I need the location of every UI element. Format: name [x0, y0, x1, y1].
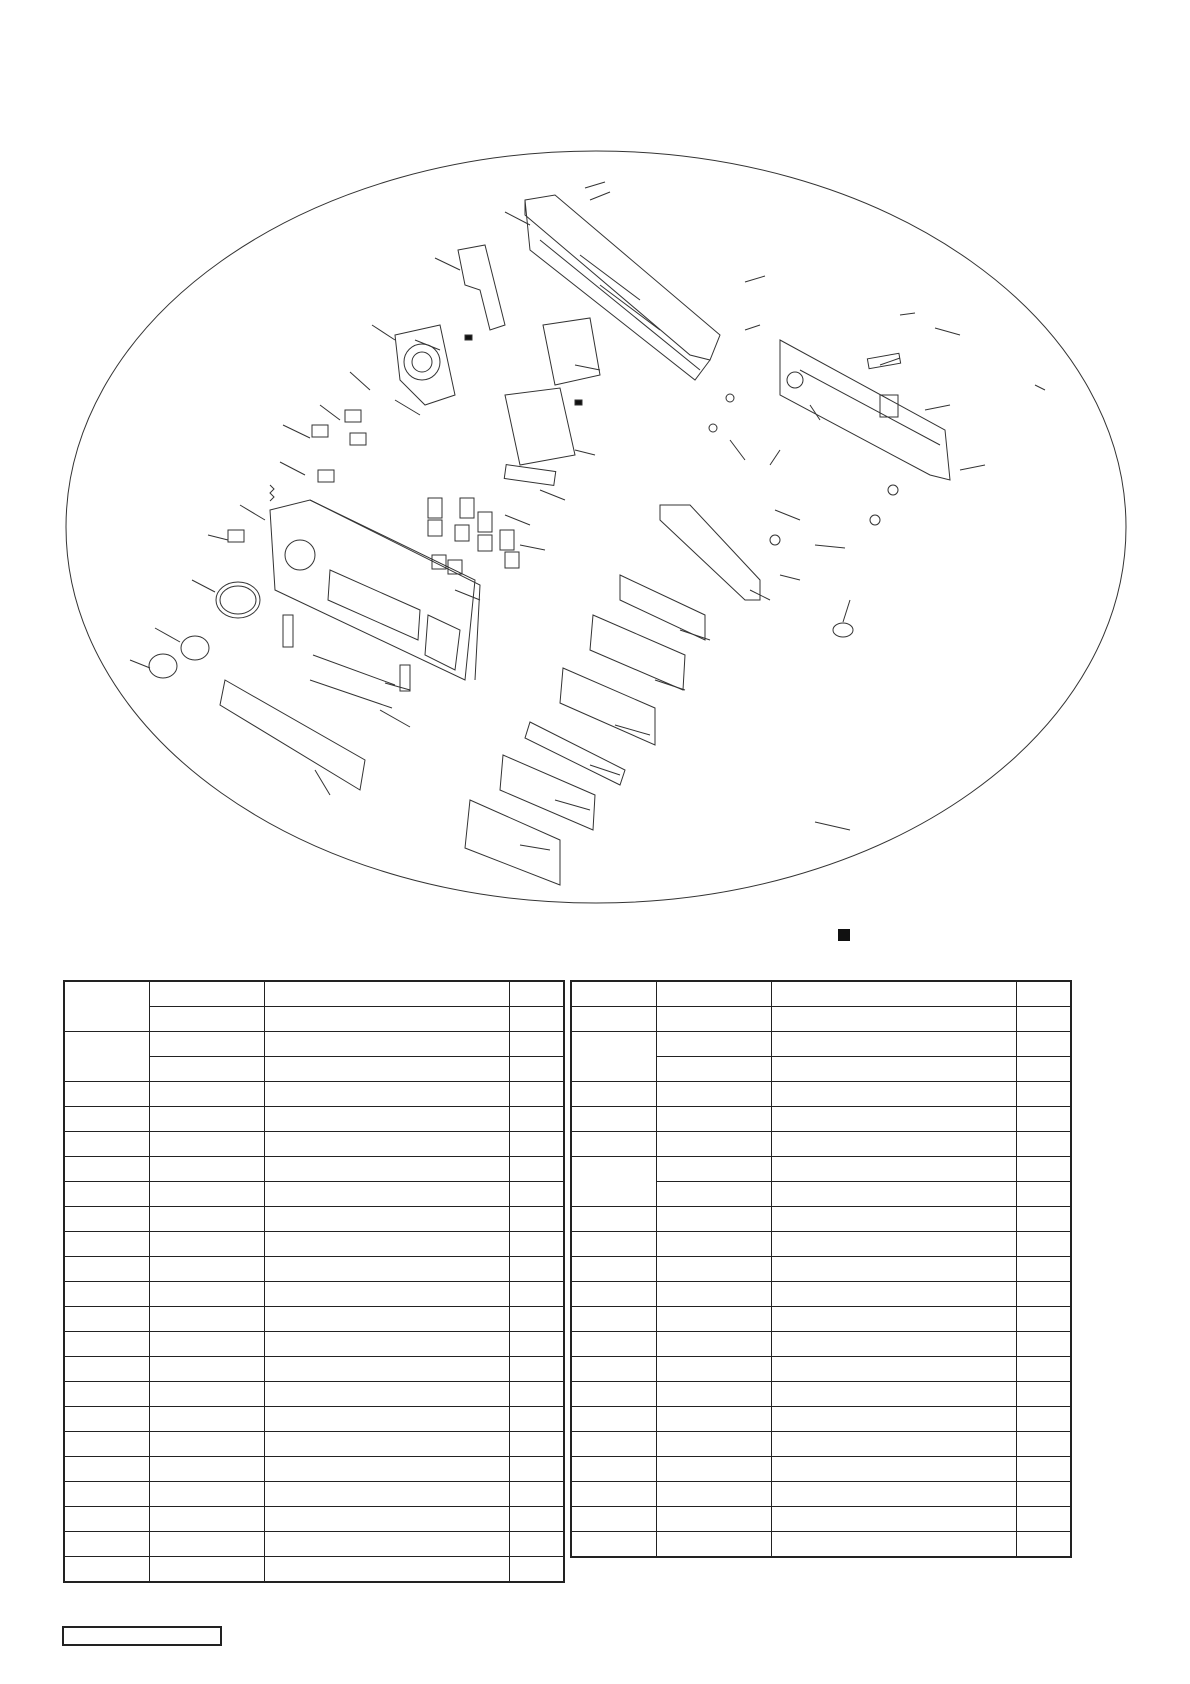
table-row — [571, 1207, 1071, 1232]
bracket-plate — [458, 245, 505, 330]
parts-list-right — [570, 980, 1072, 1558]
front-panel — [270, 500, 480, 680]
light-guide-1 — [313, 655, 395, 685]
lcd-backplate — [500, 755, 595, 830]
table-row — [571, 1157, 1071, 1182]
table-row — [64, 1232, 564, 1257]
lcd-holder — [560, 668, 655, 745]
marker-square-1 — [465, 335, 472, 340]
table-row — [64, 1132, 564, 1157]
table-row — [571, 1132, 1071, 1157]
table-row — [571, 1532, 1071, 1558]
knob-ring — [149, 654, 177, 678]
table-row — [64, 981, 564, 1007]
table-row — [64, 1082, 564, 1107]
table-row — [571, 1382, 1071, 1407]
rear-chassis-frame — [525, 195, 720, 380]
knob-holder-ring — [404, 344, 440, 380]
table-row — [571, 1107, 1071, 1132]
parts-list-left — [63, 980, 565, 1583]
table-row — [64, 1532, 564, 1557]
switch-board-small — [543, 318, 600, 385]
table-row — [64, 1257, 564, 1282]
small-part-a — [726, 394, 734, 402]
table-row — [64, 1507, 564, 1532]
small-part-d — [870, 515, 880, 525]
light-guide-2 — [310, 680, 392, 708]
table-row — [64, 1432, 564, 1457]
table-row — [571, 1332, 1071, 1357]
sub-panel — [220, 680, 365, 790]
label-strip — [504, 465, 555, 486]
table-row — [571, 1432, 1071, 1457]
small-part-e — [770, 535, 780, 545]
table-row — [64, 1307, 564, 1332]
knob-small — [181, 636, 209, 660]
table-row — [64, 1382, 564, 1407]
table-row — [571, 1457, 1071, 1482]
o-ring — [216, 582, 260, 618]
table-row — [64, 1182, 564, 1207]
lcd-glass — [620, 575, 705, 640]
table-row — [64, 1157, 564, 1182]
lcd-reflector — [525, 722, 625, 785]
lcd-bezel — [465, 800, 560, 885]
table-row — [64, 1407, 564, 1432]
spring — [270, 485, 274, 501]
switch-board-lower — [505, 388, 575, 465]
legend-square-marker — [838, 929, 850, 941]
table-row — [571, 1082, 1071, 1107]
small-part-f — [833, 623, 853, 637]
lcd-frame — [660, 505, 760, 600]
table-row — [571, 1232, 1071, 1257]
table-row — [571, 1507, 1071, 1532]
table-row — [64, 1107, 564, 1132]
table-row — [571, 1007, 1071, 1032]
table-row — [64, 1332, 564, 1357]
small-part-c — [888, 485, 898, 495]
table-row — [571, 1257, 1071, 1282]
assembly-outline-ellipse — [66, 151, 1126, 903]
table-row — [571, 1282, 1071, 1307]
table-row — [571, 1357, 1071, 1382]
push-buttons-middle — [428, 498, 519, 574]
small-part-b — [709, 424, 717, 432]
main-pcb — [780, 340, 950, 480]
table-row — [64, 1282, 564, 1307]
lcd-film — [590, 615, 685, 690]
lens-small-right — [400, 665, 410, 691]
table-row — [571, 1482, 1071, 1507]
marker-square-2 — [575, 400, 582, 405]
push-buttons-left — [228, 410, 366, 542]
footer-stamp-box — [62, 1626, 222, 1646]
table-row — [64, 1357, 564, 1382]
table-row — [571, 981, 1071, 1007]
table-row — [64, 1207, 564, 1232]
table-row — [64, 1457, 564, 1482]
table-row — [571, 1407, 1071, 1432]
table-row — [64, 1032, 564, 1057]
lens-small — [283, 615, 293, 647]
table-row — [571, 1032, 1071, 1057]
table-row — [64, 1557, 564, 1583]
table-row — [571, 1307, 1071, 1332]
table-row — [64, 1482, 564, 1507]
